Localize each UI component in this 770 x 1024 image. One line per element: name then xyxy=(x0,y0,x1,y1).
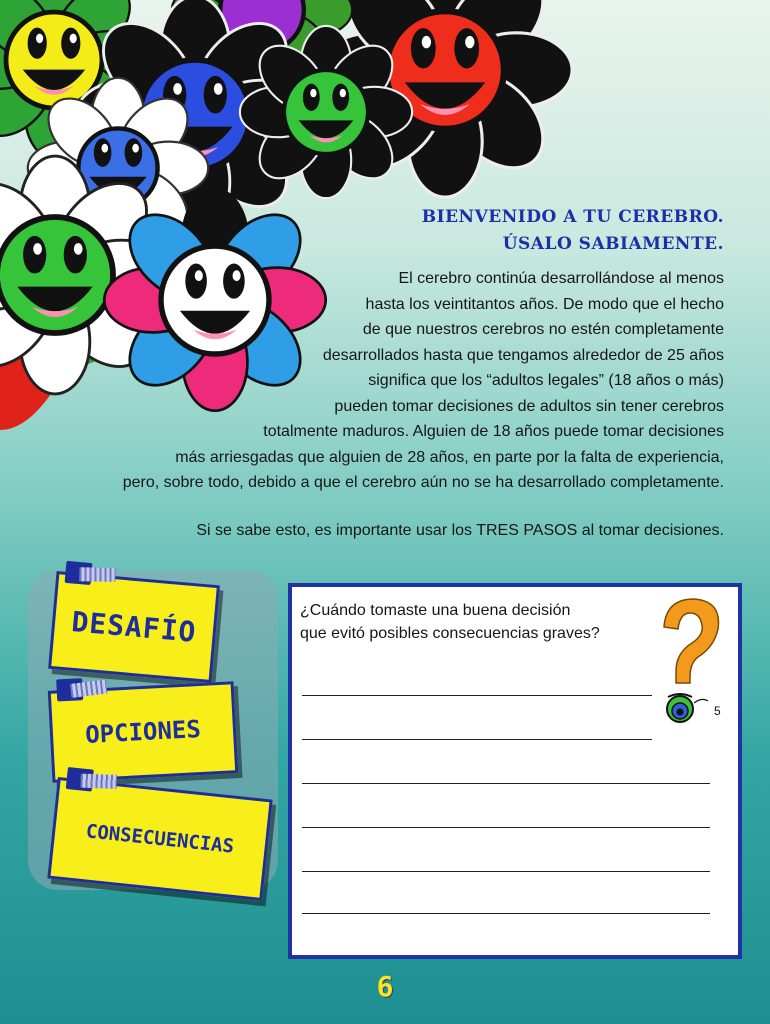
page-number: 6 xyxy=(376,970,394,1003)
page-heading xyxy=(304,204,724,258)
question-card xyxy=(288,583,742,959)
step-tag-desafio xyxy=(48,571,220,683)
intro-line: hasta los veintitantos años. De modo que el hecho xyxy=(365,295,724,313)
heading-line-2: ÚSALO SABIAMENTE. xyxy=(502,234,724,254)
step-label: DESAFÍO xyxy=(70,605,198,649)
green-smiley-flower xyxy=(240,26,412,198)
eyeball-icon xyxy=(667,694,693,722)
answer-line xyxy=(302,871,710,872)
intro-line: significa que los “adultos legales” (18 años o más) xyxy=(368,372,724,389)
mascot-number: 5 xyxy=(714,704,721,718)
question-line: ¿Cuándo tomaste una buena decisión xyxy=(300,602,571,619)
step-label: OPCIONES xyxy=(84,714,202,750)
intro-line: de que nuestros cerebros no estén completamente xyxy=(362,321,724,338)
intro-line: totalmente maduros. Alguien de 18 años puede tomar decisiones xyxy=(263,423,724,440)
intro-line: El cerebro continúa desarrollándose al menos xyxy=(398,270,724,287)
intro-line: pero, sobre todo, debido a que el cerebro aún no se ha desarrollado completamente. xyxy=(122,474,724,491)
answer-line xyxy=(302,739,652,740)
intro-line: pueden tomar decisiones de adultos sin tener cerebros xyxy=(334,397,724,415)
question-line: que evitó posibles consecuencias graves? xyxy=(300,625,600,642)
answer-line xyxy=(302,913,710,914)
three-steps-tip: Si se sabe esto, es importante usar los TRES PASOS al tomar decisiones. xyxy=(196,522,724,539)
answer-line xyxy=(302,827,710,828)
question-mark-icon xyxy=(656,597,726,727)
answer-line xyxy=(302,695,652,696)
step-label: CONSECUENCIAS xyxy=(84,820,236,858)
answer-line xyxy=(302,783,710,784)
intro-paragraph xyxy=(84,266,724,496)
question-text xyxy=(300,599,620,645)
heading-line-1: BIENVENIDO A TU CEREBRO. xyxy=(421,207,724,227)
intro-line: desarrollados hasta que tengamos alrededor de 25 años xyxy=(322,346,724,364)
intro-line: más arriesgadas que alguien de 28 años, en parte por la falta de experiencia, xyxy=(175,448,724,466)
three-steps-tags xyxy=(22,548,284,898)
